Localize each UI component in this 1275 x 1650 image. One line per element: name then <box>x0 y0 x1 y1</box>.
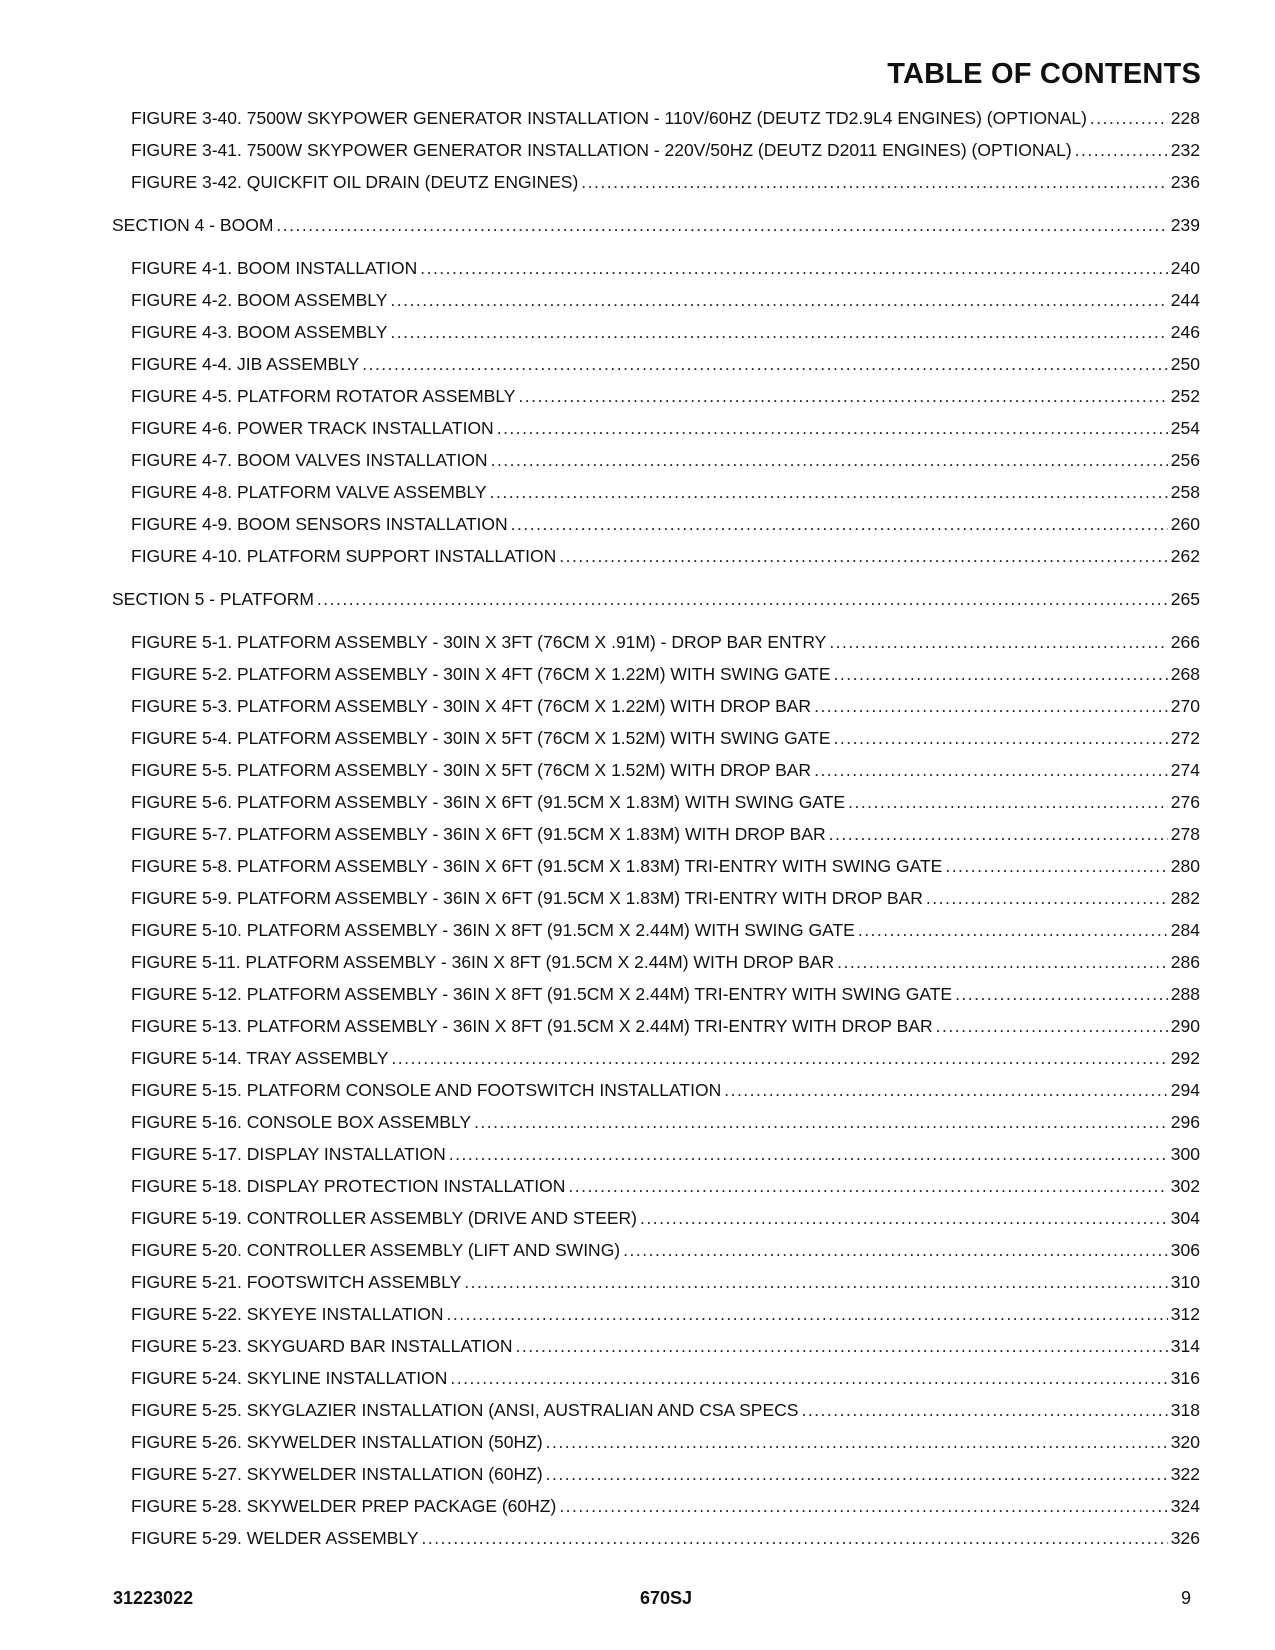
toc-entry-page: 278 <box>1170 824 1200 844</box>
toc-figure-entry[interactable] <box>0 984 1275 1016</box>
toc-entry-label: FIGURE 5-6. PLATFORM ASSEMBLY - 36IN X 6FT (91.5CM X 1.83M) WITH SWING GATE <box>131 792 846 812</box>
toc-entry-page: 260 <box>1170 514 1200 534</box>
toc-entry-label: FIGURE 5-20. CONTROLLER ASSEMBLY (LIFT AND SWING) <box>131 1240 621 1260</box>
toc-entry-label: FIGURE 5-27. SKYWELDER INSTALLATION (60HZ) <box>131 1464 543 1484</box>
dot-leader <box>834 728 1168 749</box>
toc-entry-page: 290 <box>1170 1016 1200 1036</box>
toc-entry-page: 262 <box>1170 546 1200 566</box>
toc-entry-label: FIGURE 5-28. SKYWELDER PREP PACKAGE (60HZ) <box>131 1496 557 1516</box>
dot-leader <box>390 322 1167 343</box>
toc-figure-entry[interactable] <box>0 1496 1275 1528</box>
dot-leader <box>317 589 1168 610</box>
toc-entry-label: FIGURE 5-12. PLATFORM ASSEMBLY - 36IN X 8FT (91.5CM X 2.44M) TRI-ENTRY WITH SWING GATE <box>131 984 953 1004</box>
toc-entry-page: 302 <box>1170 1176 1200 1196</box>
toc-figure-entry[interactable] <box>0 1304 1275 1336</box>
dot-leader <box>1090 108 1168 129</box>
toc-entry-label: FIGURE 4-2. BOOM ASSEMBLY <box>131 290 388 310</box>
dot-leader <box>390 290 1167 311</box>
toc-figure-entry[interactable] <box>0 952 1275 984</box>
toc-entry-page: 228 <box>1170 108 1200 128</box>
toc-figure-entry[interactable] <box>0 1336 1275 1368</box>
toc-figure-entry[interactable] <box>0 920 1275 952</box>
dot-leader <box>814 696 1168 717</box>
toc-figure-entry[interactable] <box>0 824 1275 856</box>
toc-entry-label: FIGURE 4-9. BOOM SENSORS INSTALLATION <box>131 514 508 534</box>
toc-entry-label: FIGURE 3-42. QUICKFIT OIL DRAIN (DEUTZ ENGINES) <box>131 172 579 192</box>
dot-leader <box>848 792 1168 813</box>
toc-entry-label: FIGURE 4-3. BOOM ASSEMBLY <box>131 322 388 342</box>
toc-entry-label: FIGURE 4-1. BOOM INSTALLATION <box>131 258 418 278</box>
toc-entry-page: 294 <box>1170 1080 1200 1100</box>
toc-entry-label: FIGURE 4-10. PLATFORM SUPPORT INSTALLATION <box>131 546 557 566</box>
toc-entry-label: FIGURE 3-40. 7500W SKYPOWER GENERATOR INSTALLATION - 110V/60HZ (DEUTZ TD2.9L4 ENGINES) (OPTIONAL) <box>131 108 1087 128</box>
dot-leader <box>568 1176 1167 1197</box>
toc-entry-page: 318 <box>1170 1400 1200 1420</box>
toc-entry-page: 280 <box>1170 856 1200 876</box>
dot-leader <box>497 418 1168 439</box>
toc-figure-entry[interactable] <box>0 108 1275 140</box>
toc-entry-page: 324 <box>1170 1496 1200 1516</box>
toc-entry-page: 314 <box>1170 1336 1200 1356</box>
toc-figure-entry[interactable] <box>0 482 1275 514</box>
toc-entry-label: FIGURE 5-1. PLATFORM ASSEMBLY - 30IN X 3FT (76CM X .91M) - DROP BAR ENTRY <box>131 632 827 652</box>
table-of-contents <box>0 108 1275 1560</box>
toc-entry-page: 272 <box>1170 728 1200 748</box>
toc-entry-page: 266 <box>1170 632 1200 652</box>
footer-document-number: 31223022 <box>113 1588 194 1608</box>
dot-leader <box>391 1048 1167 1069</box>
toc-figure-entry[interactable] <box>0 1368 1275 1400</box>
toc-entry-page: 310 <box>1170 1272 1200 1292</box>
toc-entry-page: 284 <box>1170 920 1200 940</box>
toc-figure-entry[interactable] <box>0 1272 1275 1304</box>
dot-leader <box>801 1400 1167 1421</box>
toc-entry-label: FIGURE 5-4. PLATFORM ASSEMBLY - 30IN X 5FT (76CM X 1.52M) WITH SWING GATE <box>131 728 831 748</box>
toc-figure-entry[interactable] <box>0 760 1275 792</box>
toc-entry-page: 268 <box>1170 664 1200 684</box>
toc-entry-page: 244 <box>1170 290 1200 310</box>
toc-entry-label: FIGURE 5-29. WELDER ASSEMBLY <box>131 1528 419 1548</box>
dot-leader <box>276 215 1167 236</box>
dot-leader <box>829 632 1167 653</box>
footer-page-number: 9 <box>1180 1588 1191 1608</box>
toc-figure-entry[interactable] <box>0 696 1275 728</box>
toc-figure-entry[interactable] <box>0 322 1275 354</box>
toc-figure-entry[interactable] <box>0 1048 1275 1080</box>
toc-entry-label: FIGURE 5-25. SKYGLAZIER INSTALLATION (ANSI, AUSTRALIAN AND CSA SPECS <box>131 1400 799 1420</box>
toc-entry-label: FIGURE 5-22. SKYEYE INSTALLATION <box>131 1304 444 1324</box>
dot-leader <box>858 920 1168 941</box>
dot-leader <box>546 1432 1168 1453</box>
toc-entry-label: FIGURE 5-17. DISPLAY INSTALLATION <box>131 1144 446 1164</box>
toc-entry-page: 296 <box>1170 1112 1200 1132</box>
toc-entry-page: 232 <box>1170 140 1200 160</box>
toc-figure-entry[interactable] <box>0 1016 1275 1048</box>
dot-leader <box>724 1080 1168 1101</box>
toc-entry-label: FIGURE 4-6. POWER TRACK INSTALLATION <box>131 418 494 438</box>
toc-figure-entry[interactable] <box>0 664 1275 696</box>
toc-figure-entry[interactable] <box>0 1080 1275 1112</box>
toc-entry-label: FIGURE 4-5. PLATFORM ROTATOR ASSEMBLY <box>131 386 516 406</box>
toc-entry-label: FIGURE 5-24. SKYLINE INSTALLATION <box>131 1368 448 1388</box>
toc-figure-entry[interactable] <box>0 1208 1275 1240</box>
toc-entry-page: 270 <box>1170 696 1200 716</box>
toc-entry-label: FIGURE 5-26. SKYWELDER INSTALLATION (50HZ) <box>131 1432 543 1452</box>
toc-figure-entry[interactable] <box>0 1144 1275 1176</box>
dot-leader <box>837 952 1168 973</box>
toc-figure-entry[interactable] <box>0 1400 1275 1432</box>
toc-figure-entry[interactable] <box>0 354 1275 386</box>
toc-entry-label: FIGURE 5-15. PLATFORM CONSOLE AND FOOTSWITCH INSTALLATION <box>131 1080 722 1100</box>
toc-entry-label: FIGURE 5-23. SKYGUARD BAR INSTALLATION <box>131 1336 513 1356</box>
toc-entry-page: 306 <box>1170 1240 1200 1260</box>
dot-leader <box>447 1304 1168 1325</box>
toc-entry-label: FIGURE 4-7. BOOM VALVES INSTALLATION <box>131 450 488 470</box>
toc-entry-page: 292 <box>1170 1048 1200 1068</box>
toc-entry-label: FIGURE 5-14. TRAY ASSEMBLY <box>131 1048 389 1068</box>
dot-leader <box>955 984 1168 1005</box>
toc-figure-entry[interactable] <box>0 450 1275 482</box>
toc-figure-entry[interactable] <box>0 418 1275 450</box>
dot-leader <box>1075 140 1168 161</box>
toc-entry-label: FIGURE 5-21. FOOTSWITCH ASSEMBLY <box>131 1272 462 1292</box>
toc-entry-page: 254 <box>1170 418 1200 438</box>
toc-entry-page: 288 <box>1170 984 1200 1004</box>
footer-model: 670SJ <box>640 1588 693 1608</box>
toc-figure-entry[interactable] <box>0 1240 1275 1272</box>
dot-leader <box>362 354 1168 375</box>
dot-leader <box>490 482 1168 503</box>
toc-entry-label: FIGURE 4-8. PLATFORM VALVE ASSEMBLY <box>131 482 487 502</box>
toc-figure-entry[interactable] <box>0 632 1275 664</box>
dot-leader <box>518 386 1167 407</box>
toc-entry-page: 276 <box>1170 792 1200 812</box>
dot-leader <box>449 1144 1168 1165</box>
dot-leader <box>516 1336 1168 1357</box>
toc-entry-label: FIGURE 5-5. PLATFORM ASSEMBLY - 30IN X 5FT (76CM X 1.52M) WITH DROP BAR <box>131 760 812 780</box>
dot-leader <box>559 1496 1167 1517</box>
toc-figure-entry[interactable] <box>0 258 1275 290</box>
dot-leader <box>511 514 1168 535</box>
toc-figure-entry[interactable] <box>0 546 1275 578</box>
toc-figure-entry[interactable] <box>0 1464 1275 1496</box>
toc-figure-entry[interactable] <box>0 140 1275 172</box>
toc-entry-label: FIGURE 5-16. CONSOLE BOX ASSEMBLY <box>131 1112 472 1132</box>
toc-figure-entry[interactable] <box>0 1528 1275 1560</box>
dot-leader <box>623 1240 1168 1261</box>
dot-leader <box>422 1528 1168 1549</box>
toc-entry-label: FIGURE 5-9. PLATFORM ASSEMBLY - 36IN X 6FT (91.5CM X 1.83M) TRI-ENTRY WITH DROP BAR <box>131 888 923 908</box>
toc-entry-page: 265 <box>1170 589 1200 609</box>
toc-entry-label: FIGURE 5-10. PLATFORM ASSEMBLY - 36IN X 8FT (91.5CM X 2.44M) WITH SWING GATE <box>131 920 855 940</box>
toc-entry-page: 240 <box>1170 258 1200 278</box>
toc-entry-label: FIGURE 5-8. PLATFORM ASSEMBLY - 36IN X 6FT (91.5CM X 1.83M) TRI-ENTRY WITH SWING GATE <box>131 856 943 876</box>
toc-entry-label: FIGURE 5-3. PLATFORM ASSEMBLY - 30IN X 4FT (76CM X 1.22M) WITH DROP BAR <box>131 696 812 716</box>
toc-entry-page: 282 <box>1170 888 1200 908</box>
toc-entry-label: FIGURE 5-7. PLATFORM ASSEMBLY - 36IN X 6FT (91.5CM X 1.83M) WITH DROP BAR <box>131 824 826 844</box>
dot-leader <box>450 1368 1167 1389</box>
toc-entry-label: FIGURE 5-19. CONTROLLER ASSEMBLY (DRIVE AND STEER) <box>131 1208 638 1228</box>
dot-leader <box>546 1464 1168 1485</box>
toc-figure-entry[interactable] <box>0 386 1275 418</box>
toc-entry-label: SECTION 5 - PLATFORM <box>112 589 314 609</box>
toc-entry-page: 322 <box>1170 1464 1200 1484</box>
dot-leader <box>581 172 1168 193</box>
toc-entry-page: 286 <box>1170 952 1200 972</box>
toc-figure-entry[interactable] <box>0 856 1275 888</box>
toc-entry-label: SECTION 4 - BOOM <box>112 215 274 235</box>
dot-leader <box>464 1272 1168 1293</box>
dot-leader <box>640 1208 1168 1229</box>
toc-entry-label: FIGURE 5-11. PLATFORM ASSEMBLY - 36IN X 8FT (91.5CM X 2.44M) WITH DROP BAR <box>131 952 835 972</box>
dot-leader <box>936 1016 1168 1037</box>
toc-entry-page: 236 <box>1170 172 1200 192</box>
toc-section-entry[interactable] <box>0 215 1275 247</box>
toc-figure-entry[interactable] <box>0 888 1275 920</box>
toc-entry-page: 258 <box>1170 482 1200 502</box>
toc-figure-entry[interactable] <box>0 1432 1275 1464</box>
toc-figure-entry[interactable] <box>0 172 1275 204</box>
toc-entry-label: FIGURE 4-4. JIB ASSEMBLY <box>131 354 360 374</box>
toc-section-entry[interactable] <box>0 589 1275 621</box>
toc-entry-page: 239 <box>1170 215 1200 235</box>
toc-figure-entry[interactable] <box>0 792 1275 824</box>
dot-leader <box>420 258 1168 279</box>
page-title: TABLE OF CONTENTS <box>887 58 1201 90</box>
toc-entry-label: FIGURE 5-2. PLATFORM ASSEMBLY - 30IN X 4FT (76CM X 1.22M) WITH SWING GATE <box>131 664 831 684</box>
toc-entry-page: 256 <box>1170 450 1200 470</box>
toc-figure-entry[interactable] <box>0 514 1275 546</box>
toc-entry-page: 274 <box>1170 760 1200 780</box>
dot-leader <box>491 450 1168 471</box>
toc-entry-page: 304 <box>1170 1208 1200 1228</box>
dot-leader <box>945 856 1167 877</box>
toc-entry-page: 320 <box>1170 1432 1200 1452</box>
toc-entry-page: 252 <box>1170 386 1200 406</box>
toc-figure-entry[interactable] <box>0 1112 1275 1144</box>
toc-figure-entry[interactable] <box>0 728 1275 760</box>
toc-entry-label: FIGURE 5-18. DISPLAY PROTECTION INSTALLATION <box>131 1176 566 1196</box>
dot-leader <box>814 760 1168 781</box>
toc-figure-entry[interactable] <box>0 290 1275 322</box>
toc-entry-page: 246 <box>1170 322 1200 342</box>
toc-entry-page: 312 <box>1170 1304 1200 1324</box>
toc-entry-label: FIGURE 5-13. PLATFORM ASSEMBLY - 36IN X 8FT (91.5CM X 2.44M) TRI-ENTRY WITH DROP BAR <box>131 1016 933 1036</box>
toc-entry-page: 250 <box>1170 354 1200 374</box>
dot-leader <box>559 546 1168 567</box>
toc-entry-page: 316 <box>1170 1368 1200 1388</box>
toc-entry-page: 300 <box>1170 1144 1200 1164</box>
toc-entry-page: 326 <box>1170 1528 1200 1548</box>
toc-figure-entry[interactable] <box>0 1176 1275 1208</box>
toc-entry-label: FIGURE 3-41. 7500W SKYPOWER GENERATOR INSTALLATION - 220V/50HZ (DEUTZ D2011 ENGINES) (OPTIONAL) <box>131 140 1072 160</box>
dot-leader <box>829 824 1168 845</box>
dot-leader <box>926 888 1168 909</box>
dot-leader <box>834 664 1168 685</box>
dot-leader <box>474 1112 1168 1133</box>
